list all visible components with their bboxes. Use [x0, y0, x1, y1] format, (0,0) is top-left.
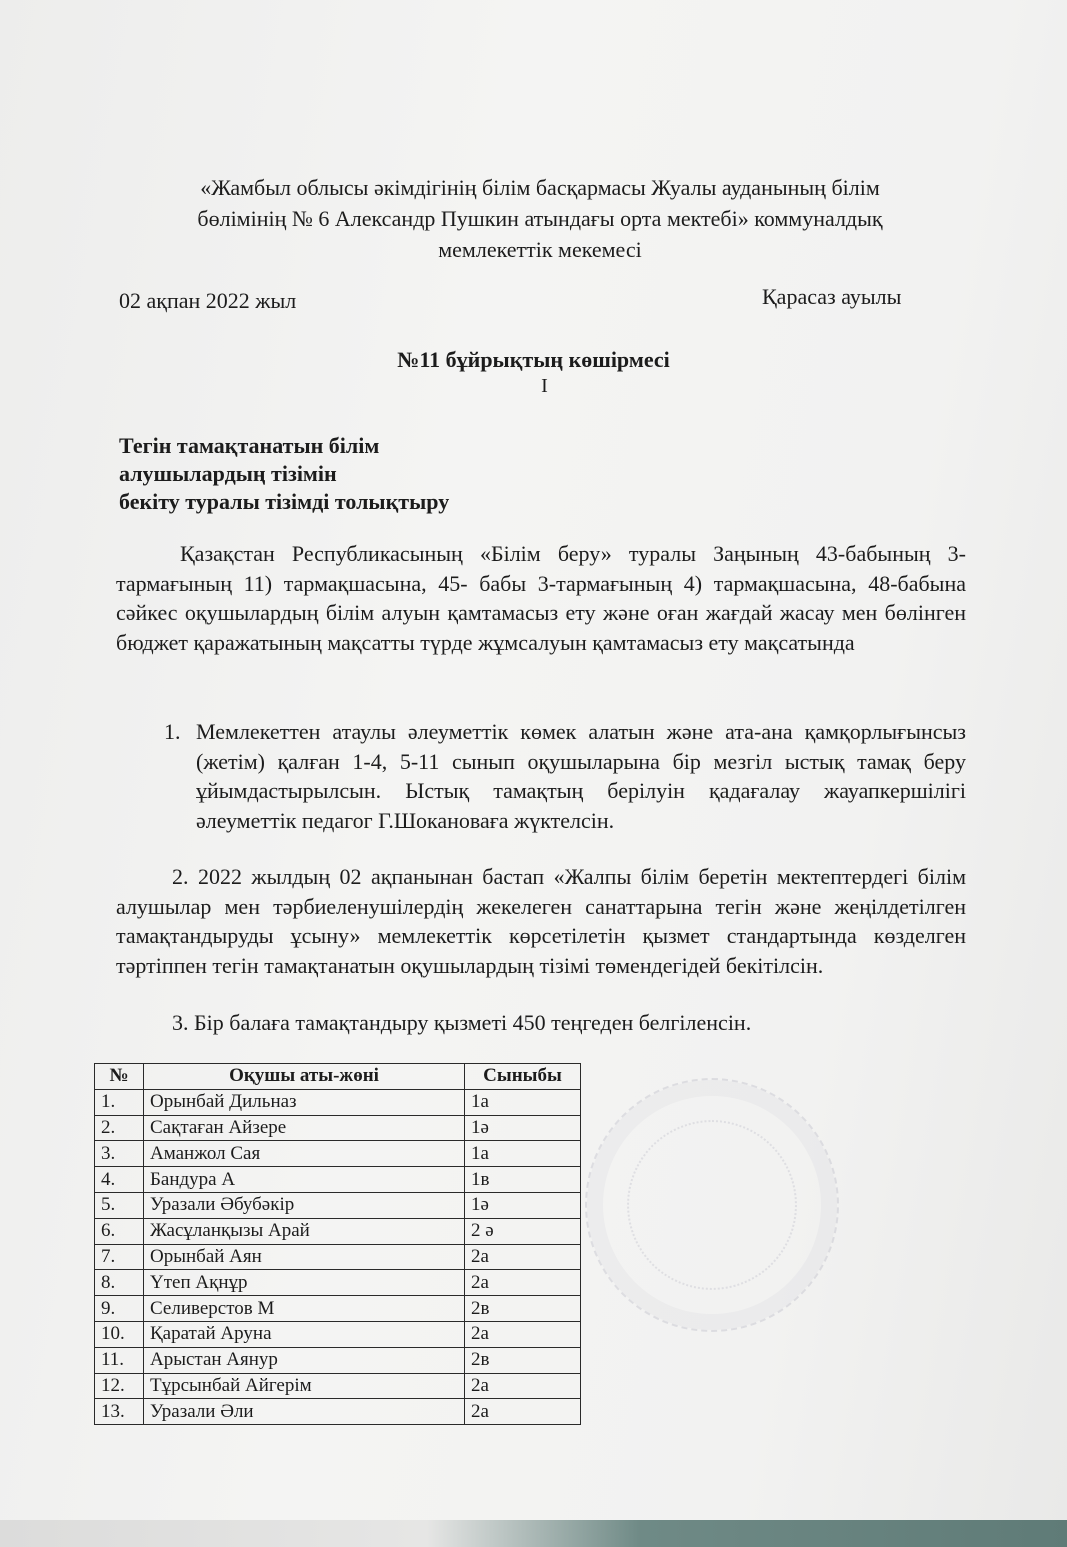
cell-class: 1ә — [465, 1192, 581, 1218]
cell-student-name: Арыстан Аянур — [144, 1347, 465, 1373]
cell-number: 9. — [95, 1296, 144, 1322]
background-surface — [0, 1520, 1067, 1547]
cell-number: 3. — [95, 1141, 144, 1167]
cell-number: 4. — [95, 1167, 144, 1193]
stamp-inner-ring — [627, 1120, 797, 1290]
table-row — [95, 1244, 581, 1270]
students-table — [94, 1063, 581, 1425]
cell-student-name: Селиверстов М — [144, 1296, 465, 1322]
cell-class: 2в — [465, 1296, 581, 1322]
table-row — [95, 1321, 581, 1347]
item-number: 2. — [172, 864, 189, 889]
table-row — [95, 1115, 581, 1141]
cell-student-name: Орынбай Аян — [144, 1244, 465, 1270]
section-numeral: I — [541, 375, 548, 397]
cell-number: 8. — [95, 1270, 144, 1296]
cell-class: 2в — [465, 1347, 581, 1373]
table-row — [95, 1167, 581, 1193]
cell-student-name: Уразали Әли — [144, 1399, 465, 1425]
column-header-number: № — [95, 1064, 144, 1090]
cell-class: 1в — [465, 1167, 581, 1193]
cell-student-name: Тұрсынбай Айгерім — [144, 1373, 465, 1399]
cell-class: 2а — [465, 1321, 581, 1347]
cell-class: 1ә — [465, 1115, 581, 1141]
cell-student-name: Жасұланқызы Арай — [144, 1218, 465, 1244]
cell-number: 11. — [95, 1347, 144, 1373]
cell-class: 2а — [465, 1399, 581, 1425]
table-body — [95, 1089, 581, 1424]
cell-student-name: Уразали Әбубәкір — [144, 1192, 465, 1218]
document-subject — [119, 432, 449, 516]
organization-header — [100, 172, 980, 265]
cell-class: 1а — [465, 1089, 581, 1115]
item-number: 3. — [172, 1010, 189, 1035]
cell-number: 1. — [95, 1089, 144, 1115]
cell-student-name: Бандура А — [144, 1167, 465, 1193]
item-number: 1. — [164, 719, 181, 744]
cell-number: 2. — [95, 1115, 144, 1141]
table-row — [95, 1347, 581, 1373]
header-line-3: мемлекеттік мекемесі — [438, 237, 642, 262]
cell-number: 6. — [95, 1218, 144, 1244]
column-header-name: Оқушы аты-жөні — [144, 1064, 465, 1090]
cell-class: 2 ә — [465, 1218, 581, 1244]
intro-paragraph: Қазақстан Республикасының «Білім беру» туралы Заңының 43-бабының 3-тармағының 11) тармақшасына, 45- бабы 3-тармағының 4) тармақшасына, 48-бабына сәйкес оқушылардың білім алуын қамтамасыз ету және оған жағдай жасау мен бөлінген бюджет қаражатының мақсатты түрде жұмсалуын қамтамасыз ету мақсатында — [116, 541, 966, 655]
table-row — [95, 1192, 581, 1218]
faded-stamp — [585, 1078, 839, 1332]
table-row — [95, 1089, 581, 1115]
header-line-1: «Жамбыл облысы әкімдігінің білім басқармасы Жуалы ауданының білім — [200, 175, 880, 200]
table-row — [95, 1399, 581, 1425]
table-header-row — [95, 1064, 581, 1090]
column-header-class: Сыныбы — [465, 1064, 581, 1090]
order-item-2 — [116, 862, 966, 980]
cell-student-name: Сақтаған Айзере — [144, 1115, 465, 1141]
cell-class: 2а — [465, 1373, 581, 1399]
cell-number: 7. — [95, 1244, 144, 1270]
subject-line-1: Тегін тамақтанатын білім — [119, 433, 380, 458]
item-text: Бір балаға тамақтандыру қызметі 450 теңгеден белгіленсін. — [194, 1010, 752, 1035]
subject-line-2: алушылардың тізімін — [119, 461, 337, 486]
cell-class: 2а — [465, 1244, 581, 1270]
document-title: №11 бұйрықтың көшірмесі — [397, 347, 670, 372]
cell-number: 13. — [95, 1399, 144, 1425]
cell-class: 2а — [465, 1270, 581, 1296]
cell-student-name: Орынбай Дильназ — [144, 1089, 465, 1115]
cell-student-name: Қаратай Аруна — [144, 1321, 465, 1347]
order-item-1: Мемлекеттен атаулы әлеуметтік көмек алатын және ата-ана қамқорлығынсыз (жетім) қалған 1-4, 5-11 сынып оқушыларына бір мезгіл ыстық тамақ беру ұйымдастырылсын. Ыстық тамақтың берілуін қадағалау жауапкершілігі әлеуметтік педагог Г.Шокановаға жүктелсін. — [196, 719, 966, 833]
cell-number: 10. — [95, 1321, 144, 1347]
table-row — [95, 1373, 581, 1399]
cell-student-name: Үтеп Ақнұр — [144, 1270, 465, 1296]
table-row — [95, 1296, 581, 1322]
cell-number: 5. — [95, 1192, 144, 1218]
document-location: Қарасаз ауылы — [762, 284, 902, 309]
cell-number: 12. — [95, 1373, 144, 1399]
subject-line-3: бекіту туралы тізімді толықтыру — [119, 489, 450, 514]
table-row — [95, 1141, 581, 1167]
document-date: 02 ақпан 2022 жыл — [119, 288, 297, 313]
table-row — [95, 1270, 581, 1296]
cell-student-name: Аманжол Сая — [144, 1141, 465, 1167]
table-row — [95, 1218, 581, 1244]
cell-class: 1а — [465, 1141, 581, 1167]
item-text: 2022 жылдың 02 ақпанынан бастап «Жалпы білім беретін мектептердегі білім алушылар мен тәрбиеленушілердің жекелеген санаттарына тегін және жеңілдетілген тамақтандыруды ұсыну» мемлекеттік көрсетілетін қызмет стандартында көзделген тәртіппен тегін тамақтанатын оқушылардың тізімі төмендегідей бекітілсін. — [116, 864, 966, 978]
header-line-2: бөлімінің № 6 Александр Пушкин атындағы орта мектебі» коммуналдық — [197, 206, 883, 231]
order-item-3 — [116, 1008, 966, 1038]
